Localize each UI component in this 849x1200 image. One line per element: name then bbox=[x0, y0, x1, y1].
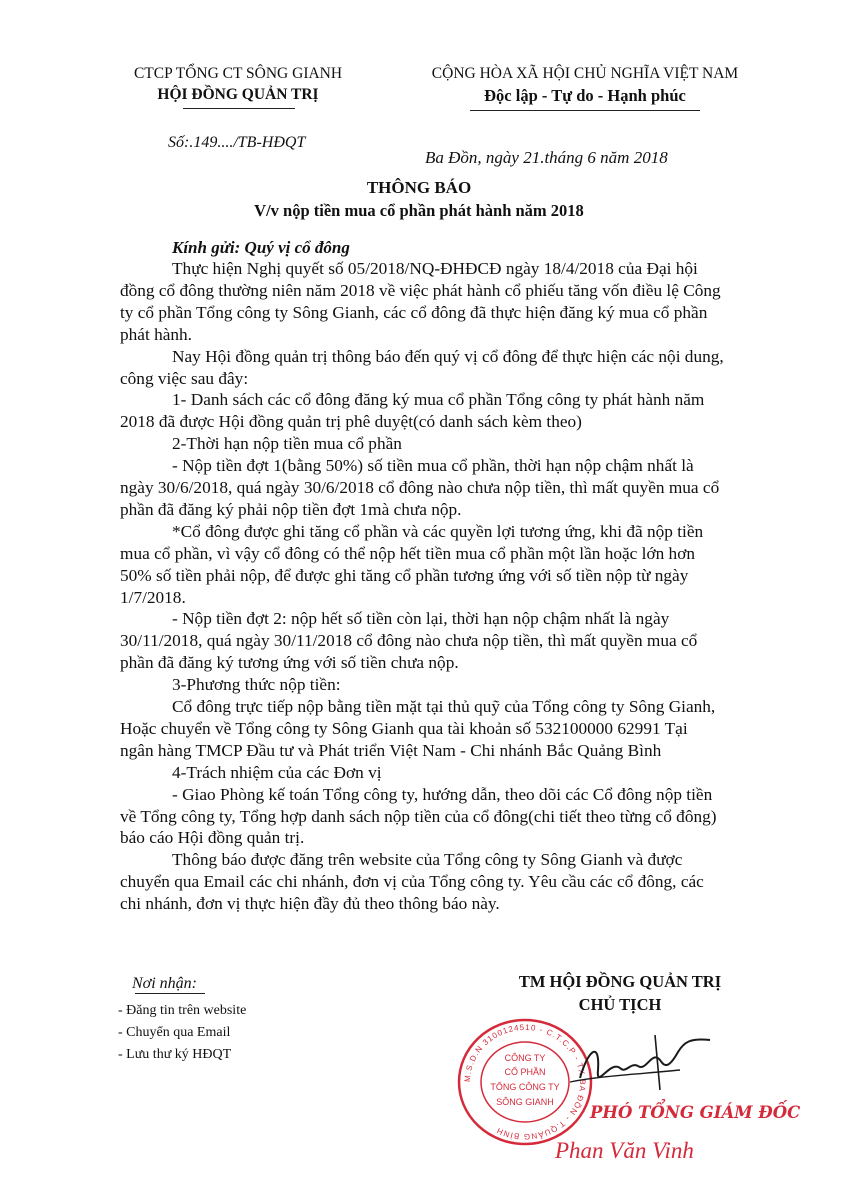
recipient-item: - Lưu thư ký HĐQT bbox=[118, 1047, 232, 1062]
recipients-underline bbox=[135, 993, 205, 994]
body-line: Cổ đông trực tiếp nộp bằng tiền mặt tại thủ quỹ của Tổng công ty Sông Gianh, bbox=[172, 697, 716, 716]
company-name: CTCP TỔNG CT SÔNG GIANH bbox=[133, 65, 343, 82]
signer-role: TM HỘI ĐỒNG QUẢN TRỊ bbox=[518, 972, 722, 991]
recipient-item: - Chuyển qua Email bbox=[118, 1025, 231, 1040]
body-line: Nay Hội đồng quản trị thông báo đến quý vị cổ đông để thực hiện các nội dung, bbox=[172, 346, 724, 366]
svg-text:CỔ PHẦN: CỔ PHẦN bbox=[504, 1067, 546, 1077]
document-number: Số:.149..../TB-HĐQT bbox=[168, 134, 306, 151]
body-line: Thực hiện Nghị quyết số 05/2018/NQ-ĐHĐCĐ ngày 18/4/2018 của Đại hội bbox=[172, 259, 698, 278]
body-line: công việc sau đây: bbox=[120, 368, 249, 388]
body-line: mua cổ phần, vì vậy cổ đông có thể nộp hết tiền mua cổ phần một lần hoặc lớn hơn bbox=[120, 543, 695, 563]
body-line: *Cổ đông được ghi tăng cổ phần và các quyền lợi tương ứng, khi đã nộp tiền bbox=[172, 521, 704, 541]
country-name: CỘNG HÒA XÃ HỘI CHỦ NGHĨA VIỆT NAM bbox=[431, 65, 739, 82]
body-line: 1- Danh sách các cổ đông đăng ký mua cổ phần Tổng công ty phát hành năm bbox=[172, 390, 705, 410]
body-line: đồng cổ đông thường niên năm 2018 về việc phát hành cổ phiếu tăng vốn điều lệ Công bbox=[120, 280, 721, 300]
body-line: Thông báo được đăng trên website của Tổng công ty Sông Gianh và được bbox=[172, 850, 683, 870]
document-title: THÔNG BÁO bbox=[366, 178, 472, 197]
body-line: về Tổng công ty, Tổng hợp danh sách nộp tiền của cổ đông(chi tiết theo từng cổ đông) bbox=[120, 806, 717, 826]
board-name: HỘI ĐỒNG QUẢN TRỊ bbox=[157, 86, 319, 103]
body-line: - Nộp tiền đợt 1(bằng 50%) số tiền mua cổ phần, thời hạn nộp chậm nhất là bbox=[172, 456, 694, 476]
body-line: Hoặc chuyển về Tổng công ty Sông Gianh qua tài khoản số 532100000 62991 Tại bbox=[120, 718, 688, 738]
svg-text:TỔNG CÔNG TY: TỔNG CÔNG TY bbox=[490, 1082, 560, 1092]
document-subject: V/v nộp tiền mua cổ phần phát hành năm 2018 bbox=[254, 201, 584, 220]
handwritten-signature-icon bbox=[560, 1030, 720, 1100]
body-line: 2018 đã được Hội đồng quản trị phê duyệt(có danh sách kèm theo) bbox=[120, 412, 582, 432]
body-line: - Giao Phòng kế toán Tổng công ty, hướng dẫn, theo dõi các Cổ đông nộp tiền bbox=[172, 784, 713, 804]
body-line: 50% số tiền phải nộp, để được ghi tăng cổ phần tương ứng với số tiền nộp từ ngày bbox=[120, 565, 689, 585]
recipient-item: - Đăng tin trên website bbox=[118, 1003, 247, 1018]
board-underline bbox=[183, 108, 295, 109]
body-line: 3-Phương thức nộp tiền: bbox=[172, 675, 341, 695]
body-line: chuyển qua Email các chi nhánh, đơn vị của Tổng công ty. Yêu cầu các cổ đông, các bbox=[120, 872, 704, 892]
body-line: 1/7/2018. bbox=[120, 587, 186, 607]
recipients-heading: Nơi nhận: bbox=[132, 975, 197, 992]
body-line: 4-Trách nhiệm của các Đơn vị bbox=[172, 762, 382, 782]
body-line: ngày 30/6/2018, quá ngày 30/6/2018 cổ đông nào chưa nộp tiền, thì mất quyền mua cổ bbox=[120, 478, 720, 497]
svg-text:CÔNG TY: CÔNG TY bbox=[504, 1053, 546, 1063]
body-line: phát hành. bbox=[120, 324, 192, 344]
body-line: chi nhánh, đơn vị thực hiện đầy đủ theo thông báo này. bbox=[120, 894, 500, 914]
body-line: phần đã đăng ký phải nộp tiền đợt 1mà chưa nộp. bbox=[120, 499, 462, 519]
body-line: ty cổ phần Tổng công ty Sông Gianh, các cổ đông đã thực hiện đăng ký mua cổ phần bbox=[120, 302, 708, 322]
body-line: - Nộp tiền đợt 2: nộp hết số tiền còn lại, thời hạn nộp chậm nhất là ngày bbox=[172, 609, 670, 629]
body-line: 30/11/2018, quá ngày 30/11/2018 cổ đông nào chưa nộp tiền, thì mất quyền mua cổ bbox=[120, 631, 698, 651]
national-motto: Độc lập - Tự do - Hạnh phúc bbox=[484, 86, 686, 105]
body-line: ngân hàng TMCP Đầu tư và Phát triển Việt Nam - Chi nhánh Bắc Quảng Bình bbox=[120, 740, 662, 760]
body-line: 2-Thời hạn nộp tiền mua cổ phần bbox=[172, 434, 402, 454]
svg-text:SÔNG GIANH: SÔNG GIANH bbox=[496, 1097, 554, 1107]
signer-name: Phan Văn Vinh bbox=[555, 1138, 694, 1163]
greeting: Kính gửi: Quý vị cổ đông bbox=[172, 238, 350, 257]
svg-text:M.S.D.N 3100124510 - C.T.C.P -: M.S.D.N 3100124510 - C.T.C.P - TX BA ĐỒN - T.QUẢNG BÌNH bbox=[462, 1022, 588, 1142]
place-date: Ba Đồn, ngày 21.tháng 6 năm 2018 bbox=[425, 148, 668, 167]
motto-underline bbox=[470, 110, 700, 111]
body-line: phần đã đăng ký tương ứng với số tiền chưa nộp. bbox=[120, 653, 459, 673]
deputy-director-stamp: PHÓ TỔNG GIÁM ĐỐC bbox=[590, 1103, 801, 1122]
body-line: báo cáo Hội đồng quản trị. bbox=[120, 828, 305, 848]
signer-title: CHỦ TỊCH bbox=[578, 995, 662, 1014]
